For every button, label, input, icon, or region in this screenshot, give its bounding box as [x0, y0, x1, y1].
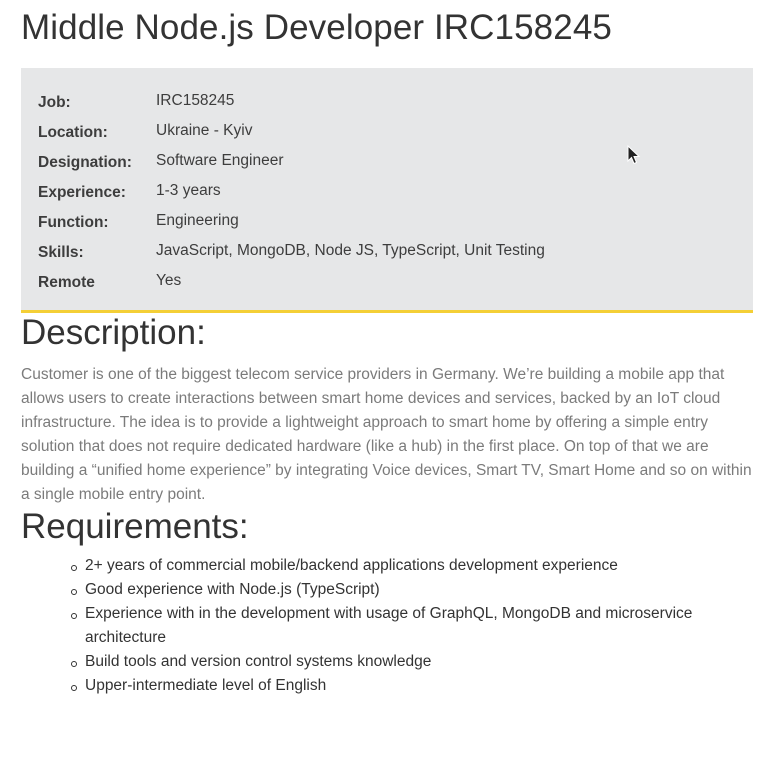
detail-label: Designation: [38, 154, 132, 171]
detail-value: Ukraine - Kyiv [156, 122, 253, 139]
list-item [85, 650, 750, 674]
description-heading: Description: [21, 313, 206, 352]
job-details-card [21, 68, 753, 313]
detail-label: Function: [38, 214, 109, 231]
detail-value: IRC158245 [156, 92, 235, 109]
hollow-circle-bullet-icon [71, 613, 77, 619]
detail-label: Job: [38, 94, 71, 111]
hollow-circle-bullet-icon [71, 565, 77, 571]
hollow-circle-bullet-icon [71, 685, 77, 691]
list-item [85, 674, 750, 698]
detail-value: JavaScript, MongoDB, Node JS, TypeScript, Unit Testing [156, 242, 545, 259]
hollow-circle-bullet-icon [71, 589, 77, 595]
requirement-text: Good experience with Node.js (TypeScript) [85, 581, 380, 598]
detail-value: 1-3 years [156, 182, 221, 199]
detail-row-function [38, 208, 736, 238]
detail-label: Skills: [38, 244, 84, 261]
detail-value: Engineering [156, 212, 239, 229]
detail-label: Location: [38, 124, 108, 141]
detail-label: Experience: [38, 184, 126, 201]
detail-value: Yes [156, 272, 182, 289]
page-title: Middle Node.js Developer IRC158245 [21, 8, 612, 47]
requirement-text: Build tools and version control systems knowledge [85, 653, 432, 670]
detail-row-job [38, 88, 736, 118]
list-item [85, 578, 750, 602]
mouse-pointer-icon [627, 145, 641, 165]
detail-row-remote [38, 268, 736, 298]
requirements-heading: Requirements: [21, 507, 249, 546]
requirement-text: Upper-intermediate level of English [85, 677, 327, 694]
hollow-circle-bullet-icon [71, 661, 77, 667]
detail-row-location [38, 118, 736, 148]
detail-row-skills [38, 238, 736, 268]
description-text: Customer is one of the biggest telecom service providers in Germany. We’re building a mobile app that allows users to create interactions between smart home devices and services, backed by an IoT cloud infrastructure. The idea is to provide a lightweight approach to smart home by offering a simple entry solution that does not require dedicated hardware (like a hub) in the first place. On top of that we are building a “unified home experience” by integrating Voice devices, Smart TV, Smart Home and so on within a single mobile entry point. [21, 366, 752, 503]
requirement-text: Experience with in the development with usage of GraphQL, MongoDB and microservice architecture [85, 605, 693, 646]
requirement-text: 2+ years of commercial mobile/backend applications development experience [85, 557, 618, 574]
requirements-list [21, 554, 753, 698]
list-item [85, 602, 750, 650]
detail-label: Remote [38, 274, 95, 291]
list-item [85, 554, 750, 578]
detail-row-experience [38, 178, 736, 208]
detail-value: Software Engineer [156, 152, 284, 169]
job-page [21, 0, 753, 698]
